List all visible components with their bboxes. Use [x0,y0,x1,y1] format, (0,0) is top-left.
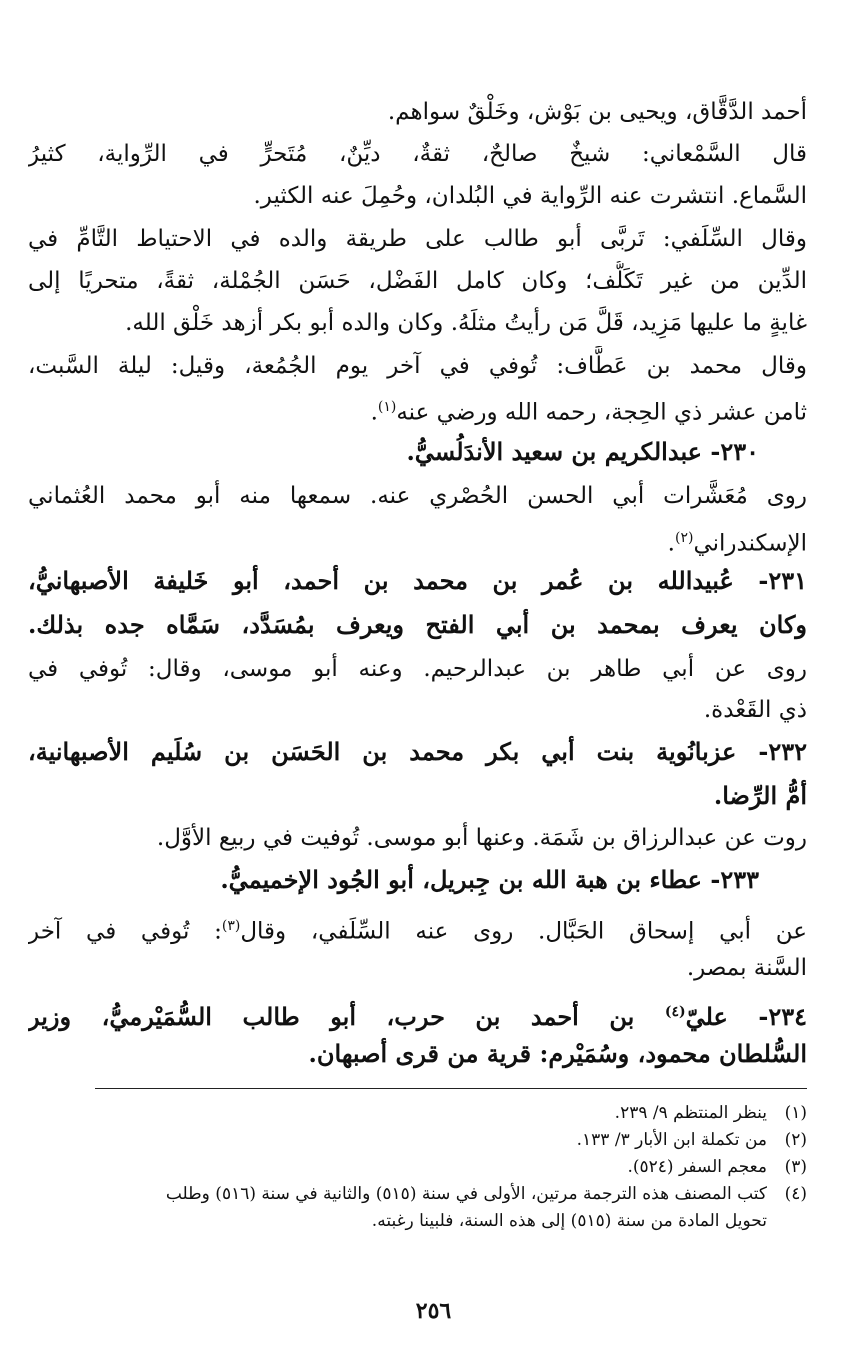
entry-heading: ٢٣٠- عبدالكريم بن سعيد الأندَلُسيُّ. [406,437,759,466]
footnote-number: (٤) [784,1184,807,1204]
footnote: (٤)كتب المصنف هذه الترجمة مرتين، الأولى في سنة (٥١٥) والثانية في سنة (٥١٦) وطلب [28,1181,807,1208]
footnote-number: (٢) [784,1130,807,1150]
text-line: وقال السِّلَفي: تَربَّى أبو طالب على طريقة والده في الاحتياط التَّامِّ في [28,226,807,252]
footnote-marker: (٣) [221,918,241,934]
entry-heading: ٢٣٣- عطاء بن هبة الله بن جِبريل، أبو الجُود الإخميميُّ. [220,865,759,894]
footnote-divider [95,1088,807,1089]
footnote-marker: (٢) [674,530,694,546]
text-line: الدِّين من غير تَكَلُّف؛ وكان كامل الفَضْل، حَسَن الجُمْلة، ثقةً، متحريًا إلى [28,268,807,294]
text-line: وقال محمد بن عَطَّاف: تُوفي في آخر يوم الجُمُعة، وقيل: ليلة السَّبت، [28,353,807,379]
footnote-continuation: تحويل المادة من سنة (٥١٥) إلى هذه السنة، فلبينا رغبته. [371,1211,767,1231]
entry-heading: ٢٣١- عُبيدالله بن عُمر بن محمد بن أحمد، أبو خَليفة الأصبهانيُّ، [28,566,807,595]
text-line: ذي القَعْدة. [703,697,807,723]
text-line: عن أبي إسحاق الحَبَّال. روى عنه السِّلَفي، وقال$^{(٣)}$: تُوفي في آخر [28,918,807,945]
footnote: (٣)معجم السفر (٥٢٤). [28,1154,807,1181]
text-line: روى عن أبي طاهر بن عبدالرحيم. وعنه أبو موسى، وقال: تُوفي في [28,656,807,682]
page-number: ٢٥٦ [415,1298,452,1324]
text-line: الإسكندراني$^{(٢)}$. [667,530,807,557]
footnote-marker: (١) [377,399,397,415]
text-line: السَّنة بمصر. [686,955,807,981]
text-line: السَّماع. انتشرت عنه الرِّواية في البُلدان، وحُمِلَ عنه الكثير. [253,183,807,209]
footnote-number: (٣) [784,1157,807,1177]
text-line: أحمد الدَّقَّاق، ويحيى بن بَوْش، وخَلْقٌ سواهم. [387,99,807,125]
text-line: ثامن عشر ذي الحِجة، رحمه الله ورضي عنه$^{(١)}$. [370,399,807,426]
entry-heading: السُّلطان محمود، وسُمَيْرم: قرية من قرى أصبهان. [308,1039,807,1068]
footnote-number: (١) [784,1103,807,1123]
entry-heading: وكان يعرف بمحمد بن أبي الفتح ويعرف بمُسَدَّد، سَمَّاه جده بذلك. [28,610,807,639]
footnote: (٢)من تكملة ابن الأبار ٣/ ١٣٣. [28,1127,807,1154]
entry-heading: ٢٣٢- عزبانُوية بنت أبي بكر محمد بن الحَسَن بن سُلَيم الأصبهانية، [28,737,807,766]
text-line: روى مُعَشَّرات أبي الحسن الحُصْري عنه. سمعها منه أبو محمد العُثماني [28,483,807,509]
text-line: روت عن عبدالرزاق بن شَمَة. وعنها أبو موسى. تُوفيت في ربيع الأوَّل. [156,825,807,851]
footnote: (١)ينظر المنتظم ٩/ ٢٣٩. [28,1100,807,1127]
entry-heading: أمُّ الرِّضا. [713,781,807,810]
footnote-marker: (٤) [664,1004,686,1020]
text-line: قال السَّمْعاني: شيخٌ صالحٌ، ثقةٌ، ديِّنٌ، مُتَحرٍّ في الرِّواية، كثيرُ [28,141,807,167]
text-line: غايةٍ ما عليها مَزِيد، قَلَّ مَن رأيتُ مثلَهُ. وكان والده أبو بكر أزهد خَلْق الله. [125,310,807,336]
entry-heading: ٢٣٤- عليّ$^{(٤)}$ بن أحمد بن حرب، أبو طالب السُّمَيْرميُّ، وزير [28,1002,807,1031]
